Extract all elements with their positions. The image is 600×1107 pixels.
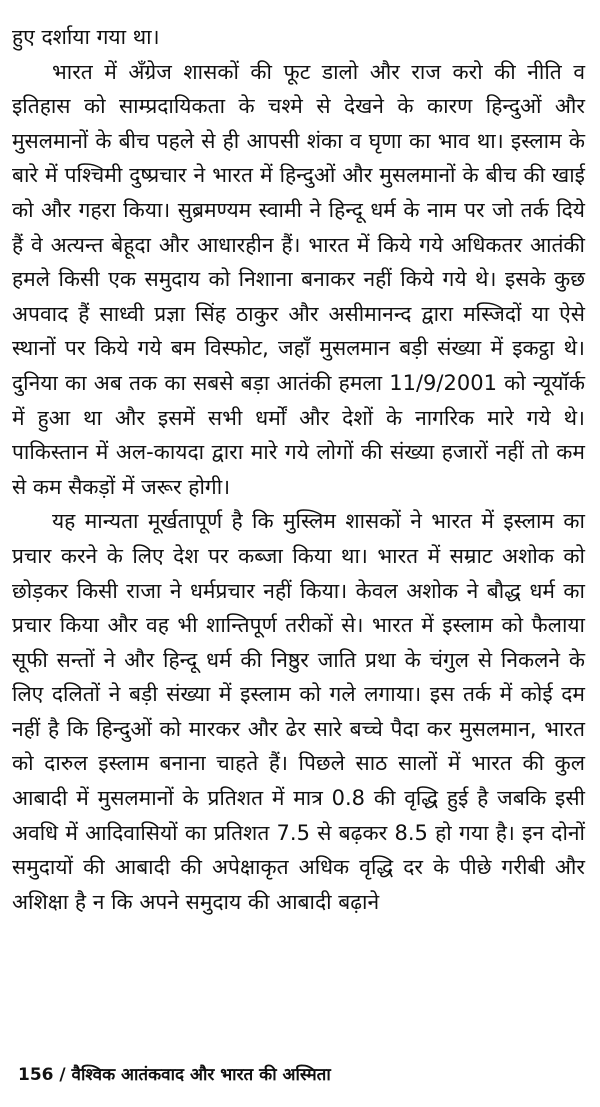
page-footer: 156 / वैश्विक आतंकवाद और भारत की अस्मिता bbox=[18, 1065, 331, 1085]
paragraph-islam-spread: यह मान्यता मूर्खतापूर्ण है कि मुस्लिम शासकों ने भारत में इस्लाम का प्रचार करने के लिए देश पर कब्जा किया था। भारत में सम्राट अशोक को छोड़कर किसी राजा ने धर्मप्रचार नहीं किया। केवल अशोक ने बौद्ध धर्म का प्रचार किया और वह भी शान्तिपूर्ण तरीकों से। भारत में इस्लाम को फैलाया सूफी सन्तों ने और हिन्दू धर्म की निष्ठुर जाति प्रथा के चंगुल से निकलने के लिए दलितों ने बड़ी संख्या में इस्लाम को गले लगाया। इस तर्क में कोई दम नहीं है कि हिन्दुओं को मारकर और ढेर सारे बच्चे पैदा कर मुसलमान, भारत को दारुल इस्लाम बनाना चाहते हैं। पिछले साठ सालों में भारत की कुल आबादी में मुसलमानों के प्रतिशत में मात्र 0.8 की वृद्धि हुई है जबकि इसी अवधि में आदिवासियों का प्रतिशत 7.5 से बढ़कर 8.5 हो गया है। इन दोनों समुदायों की आबादी की अपेक्षाकृत अधिक वृद्धि दर के पीछे गरीबी और अशिक्षा है न कि अपने समुदाय की आबादी बढ़ाने bbox=[12, 509, 585, 914]
paragraph-communal-history: भारत में अँग्रेज शासकों की फूट डालो और राज करो की नीति व इतिहास को साम्प्रदायिकता के चश्मे से देखने के कारण हिन्दुओं और मुसलमानों के बीच पहले से ही आपसी शंका व घृणा का भाव था। इस्लाम के बारे में पश्चिमी दुष्प्रचार ने भारत में हिन्दुओं और मुसलमानों के बीच की खाई को और गहरा किया। सुब्रमण्यम स्वामी ने हिन्दू धर्म के नाम पर जो तर्क दिये हैं वे अत्यन्त बेहूदा और आधारहीन हैं। भारत में किये गये अधिकतर आतंकी हमले किसी एक समुदाय को निशाना बनाकर नहीं किये गये थे। इसके कुछ अपवाद हैं साध्वी प्रज्ञा सिंह ठाकुर और असीमानन्द द्वारा मस्जिदों या ऐसे स्थानों पर किये गये बम विस्फोट, जहाँ मुसलमान बड़ी संख्या में इकट्ठा थे। दुनिया का अब तक का सबसे बड़ा आतंकी हमला 11/9/2001 को न्यूयॉर्क में हुआ था और इसमें सभी धर्मों और देशों के नागरिक मारे गये थे। पाकिस्तान में अल-कायदा द्वारा मारे गये लोगों की संख्या हजारों नहीं तो कम से कम सैकड़ों में जरूर होगी। bbox=[12, 59, 585, 499]
paragraph-continuation: हुए दर्शाया गया था। bbox=[12, 25, 160, 49]
body-text bbox=[12, 20, 585, 919]
